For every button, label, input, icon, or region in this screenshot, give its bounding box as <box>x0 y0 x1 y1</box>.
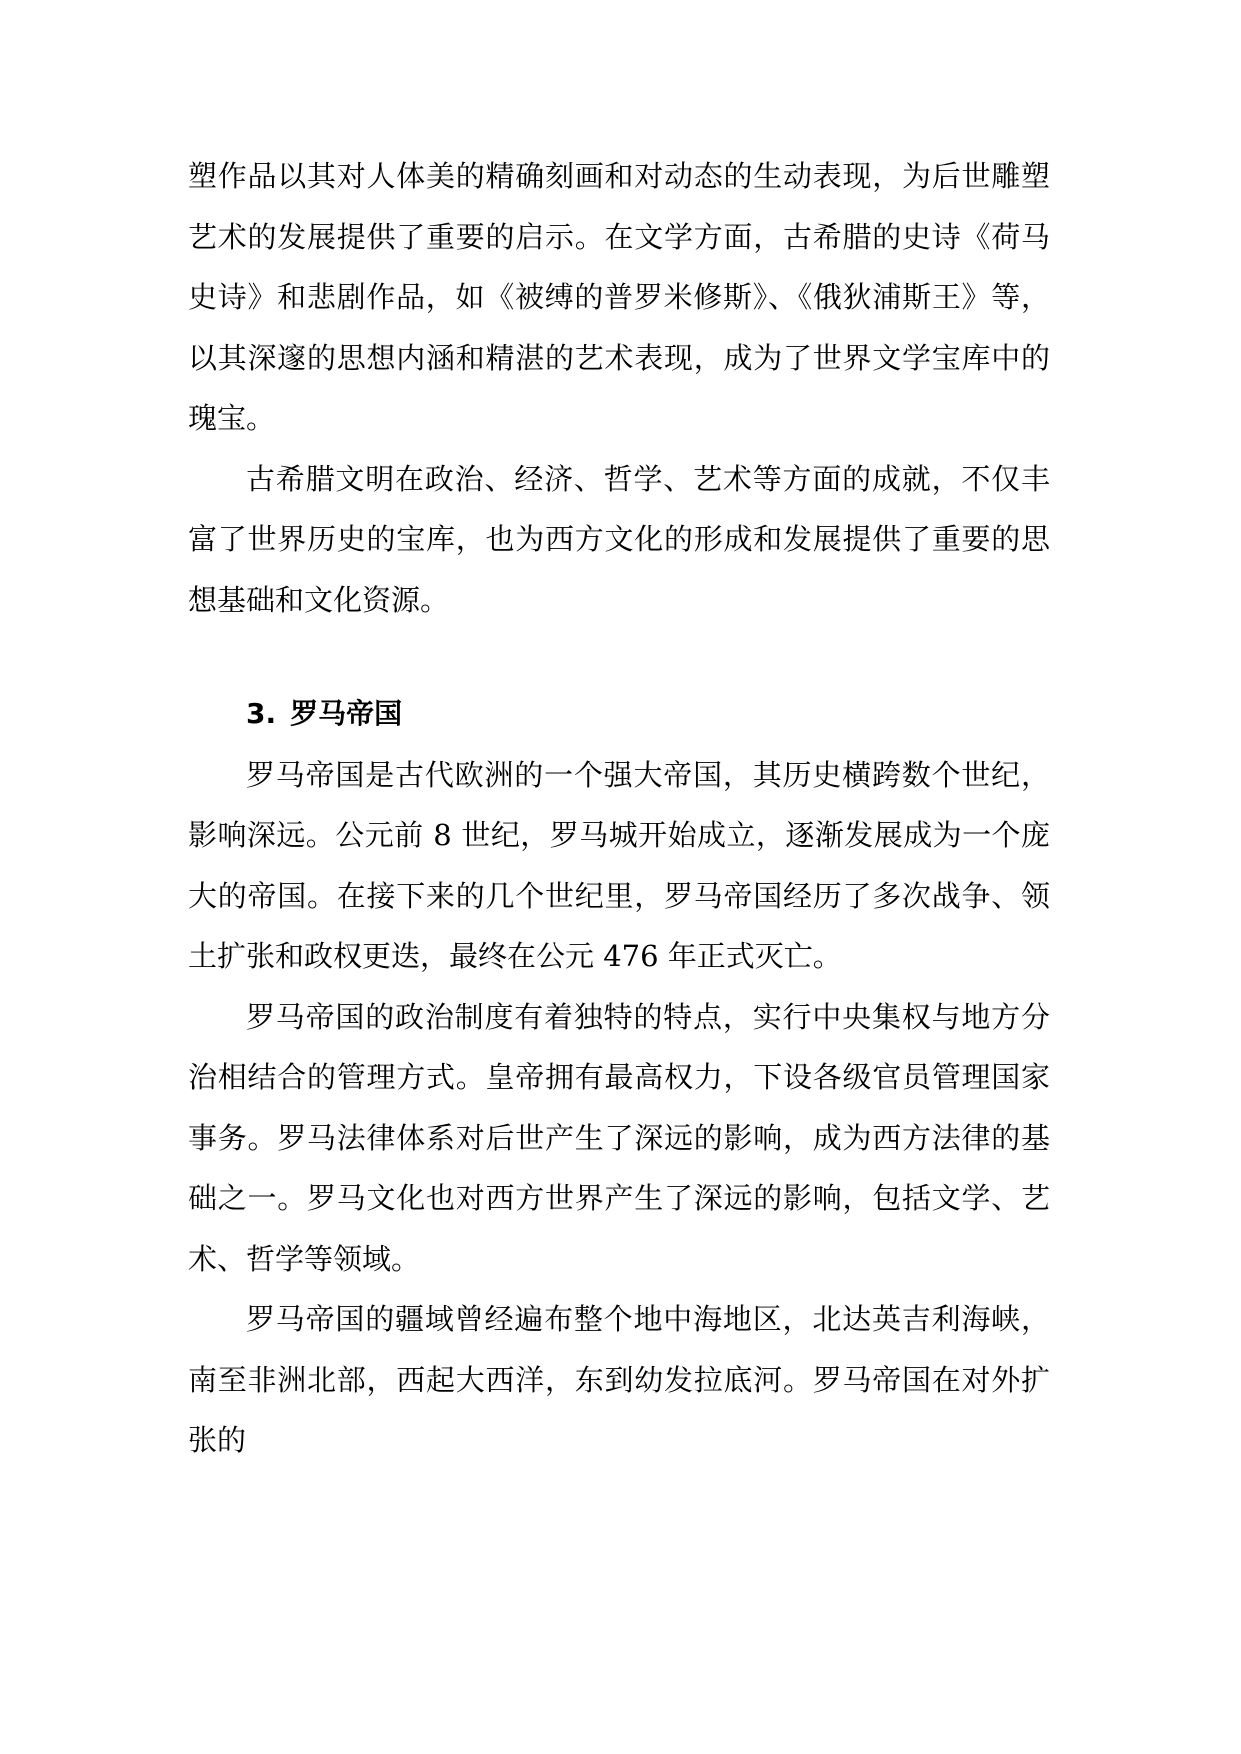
paragraph-roman-politics: 罗马帝国的政治制度有着独特的特点，实行中央集权与地方分治相结合的管理方式。皇帝拥有最高权力，下设各级官员管理国家事务。罗马法律体系对后世产生了深远的影响，成为西方法律的基础之一。罗马文化也对西方世界产生了深远的影响，包括文学、艺术、哲学等领域。 <box>188 999 1050 1276</box>
paragraph-greek-achievements: 古希腊文明在政治、经济、哲学、艺术等方面的成就，不仅丰富了世界历史的宝库，也为西方文化的形成和发展提供了重要的思想基础和文化资源。 <box>188 461 1050 617</box>
section-number: 3. <box>246 697 277 730</box>
paragraph-roman-territory: 罗马帝国的疆域曾经遍布整个地中海地区，北达英吉利海峡，南至非洲北部，西起大西洋，东到幼发拉底河。罗马帝国在对外扩张的 <box>188 1302 1050 1457</box>
paragraph-roman-history: 罗马帝国是古代欧洲的一个强大帝国，其历史横跨数个世纪，影响深远。公元前 8 世纪，罗马城开始成立，逐渐发展成为一个庞大的帝国。在接下来的几个世纪里，罗马帝国经历了多次战争、领土扩张和政权更迭，最终在公元 476 年正式灭亡。 <box>188 757 1050 973</box>
section-heading-roman-empire <box>188 684 1050 745</box>
section-title: 罗马帝国 <box>290 697 403 730</box>
document-body <box>188 146 1050 1471</box>
paragraph-greek-literature: 塑作品以其对人体美的精确刻画和对动态的生动表现，为后世雕塑艺术的发展提供了重要的启示。在文学方面，古希腊的史诗《荷马史诗》和悲剧作品，如《被缚的普罗米修斯》、《俄狄浦斯王》等，以其深邃的思想内涵和精湛的艺术表现，成为了世界文学宝库中的瑰宝。 <box>188 159 1050 435</box>
